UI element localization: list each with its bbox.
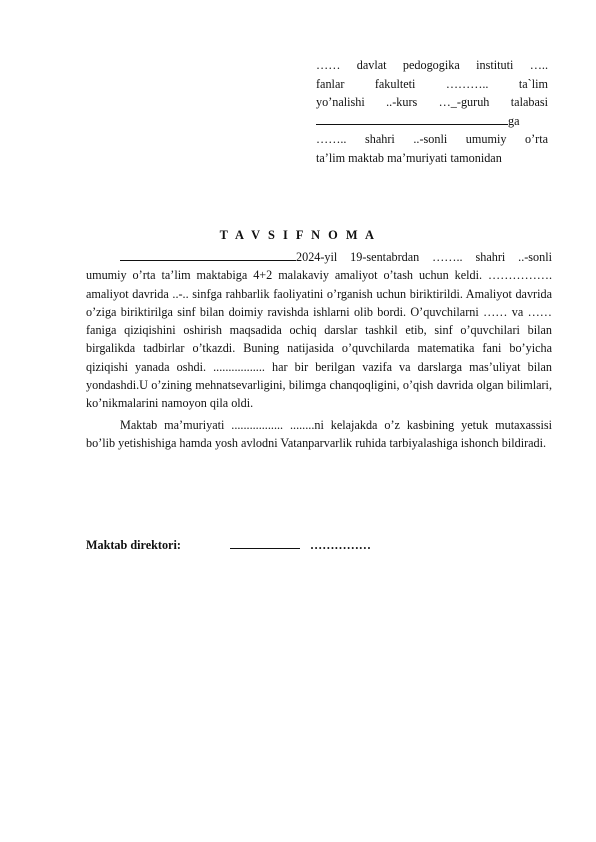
addressee-line-student: yo’nalishi ..-kurs …_-guruh talabasi <box>316 95 548 110</box>
body-paragraph-1 <box>86 248 552 413</box>
addressee-line-city: …….. shahri ..-sonli umumiy o’rta <box>316 132 548 147</box>
student-fullname-blank <box>120 249 296 261</box>
addressee-line-institute: …… davlat pedogogika instituti ….. <box>316 58 548 72</box>
addressee-line-name-suffix: ga <box>508 113 520 128</box>
signature-name: …………… <box>310 538 371 552</box>
signature-line <box>230 538 300 549</box>
body-paragraph-1-date: 2024-yil 19-sentabrdan …….. <box>296 250 463 264</box>
addressee-block <box>316 56 548 168</box>
body-paragraph-1-text: shahri ..-sonli umumiy o’rta ta’lim maktabiga 4+2 malakaviy amaliyot o’tash uchun keldi. ……………. amaliyot davrida ..-.. sinfga rahbarlik faoliyatini o’rganish uchun biriktirildi. Amaliyot davrida o’ziga biriktirilga sinf bilan doimiy ravishda ishlarni olib bordi. O’quvchilarni …… va …… faniga qiziqishini oshirish maqsadida ochiq darslar tashkil etib, sinf o’quvchilari bilan birgalikda tadbirlar o’tkazdi. Buning natijasida o’quvchilarda matematika fani bo’yicha qiziqishi yanada oshdi. ................. har bir berilgan vazifa va darslarga mas’uliyat bilan yondashdi.U o’zining mehnatsevarligini, bilimga chanqoqligini, o’qish davrida olgan bilimlari, ko’nikmalarini namoyon qila oldi. <box>86 250 553 411</box>
document-body <box>86 248 552 452</box>
signature-block <box>86 538 371 553</box>
document-title: T A V S I F N O M A <box>219 228 377 242</box>
signature-label: Maktab direktori: <box>86 538 181 552</box>
student-name-blank <box>316 113 508 125</box>
addressee-line-school: ta’lim maktab ma’muriyati tamonidan <box>316 150 502 165</box>
addressee-line-faculty: fanlar fakulteti ……….. ta`lim <box>316 76 548 91</box>
body-paragraph-2: Maktab ma’muriyati ................. ........ni kelajakda o’z kasbining yetuk mutaxassisi bo’lib yetishishiga hamda yosh avlodni Vatanparvarlik ruhida tarbiyalashiga ishonch bildiradi. <box>86 417 552 450</box>
addressee-line-name <box>316 112 548 131</box>
